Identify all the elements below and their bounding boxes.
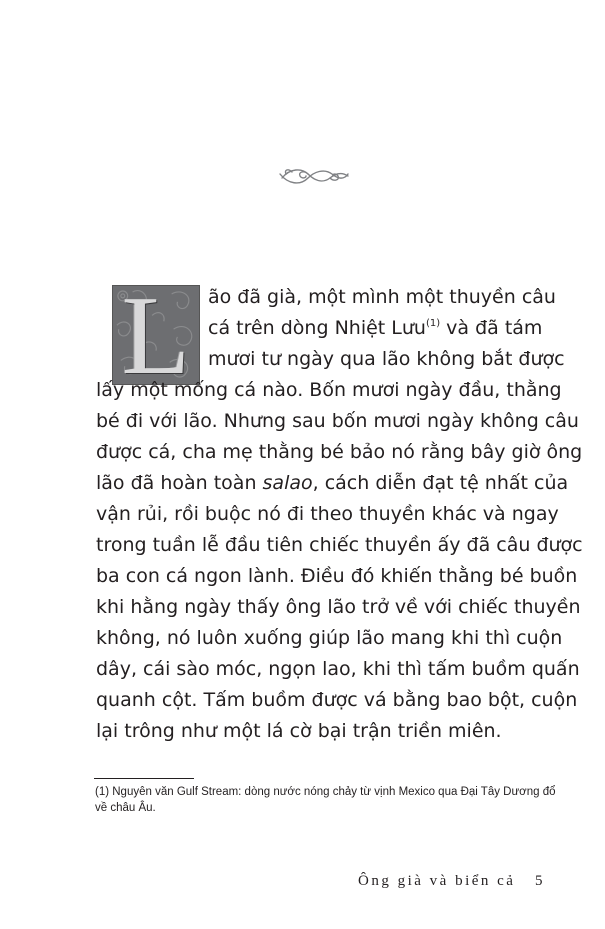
text-line: vận rủi, rồi buộc nó đi theo thuyền khác và ngay xyxy=(96,503,559,525)
page-number: 5 xyxy=(535,873,543,889)
text-line: dây, cái sào móc, ngọn lao, khi thì tấm buồm quấn xyxy=(96,658,580,680)
text-line: được cá, cha mẹ thằng bé bảo nó rằng bây giờ ông xyxy=(96,441,583,463)
ornament-flourish-icon xyxy=(278,160,350,192)
text-segment: lão đã hoàn toàn xyxy=(96,472,263,494)
text-line: không, nó luôn xuống giúp lão mang khi thì cuộn xyxy=(96,627,563,649)
text-line: quanh cột. Tấm buồm được vá bằng bao bột, cuộn xyxy=(96,689,578,711)
text-segment: và đã tám xyxy=(440,317,543,339)
text-line: mươi tư ngày qua lão không bắt được xyxy=(208,348,565,370)
footnote-divider xyxy=(94,778,194,779)
running-title: Ông già và biển cả xyxy=(358,873,516,889)
body-paragraph xyxy=(96,282,583,747)
text-line xyxy=(96,313,544,344)
text-line: trong tuần lễ đầu tiên chiếc thuyền ấy đã câu được xyxy=(96,534,583,556)
text-line: ba con cá ngon lành. Điều đó khiến thằng bé buồn xyxy=(96,565,578,587)
footnote: (1) Nguyên văn Gulf Stream: dòng nước nóng chảy từ vịnh Mexico qua Đại Tây Dương đổ về châu Âu. xyxy=(95,786,556,814)
text-line: lấy một mống cá nào. Bốn mươi ngày đầu, thằng xyxy=(96,379,562,401)
text-line xyxy=(96,468,569,499)
footnote-reference: (1) xyxy=(425,318,441,329)
text-line: khi hằng ngày thấy ông lão trở về với chiếc thuyền xyxy=(96,596,581,618)
drop-cap-letter: L xyxy=(121,285,191,385)
text-line: bé đi với lão. Nhưng sau bốn mươi ngày không câu xyxy=(96,410,579,432)
text-line: lại trông như một lá cờ bại trận triền miên. xyxy=(96,720,502,742)
text-segment: cá trên dòng Nhiệt Lưu xyxy=(208,317,426,339)
italic-word: salao xyxy=(262,472,313,494)
text-line: ão đã già, một mình một thuyền câu xyxy=(208,286,556,308)
text-segment: , cách diễn đạt tệ nhất của xyxy=(312,472,569,494)
